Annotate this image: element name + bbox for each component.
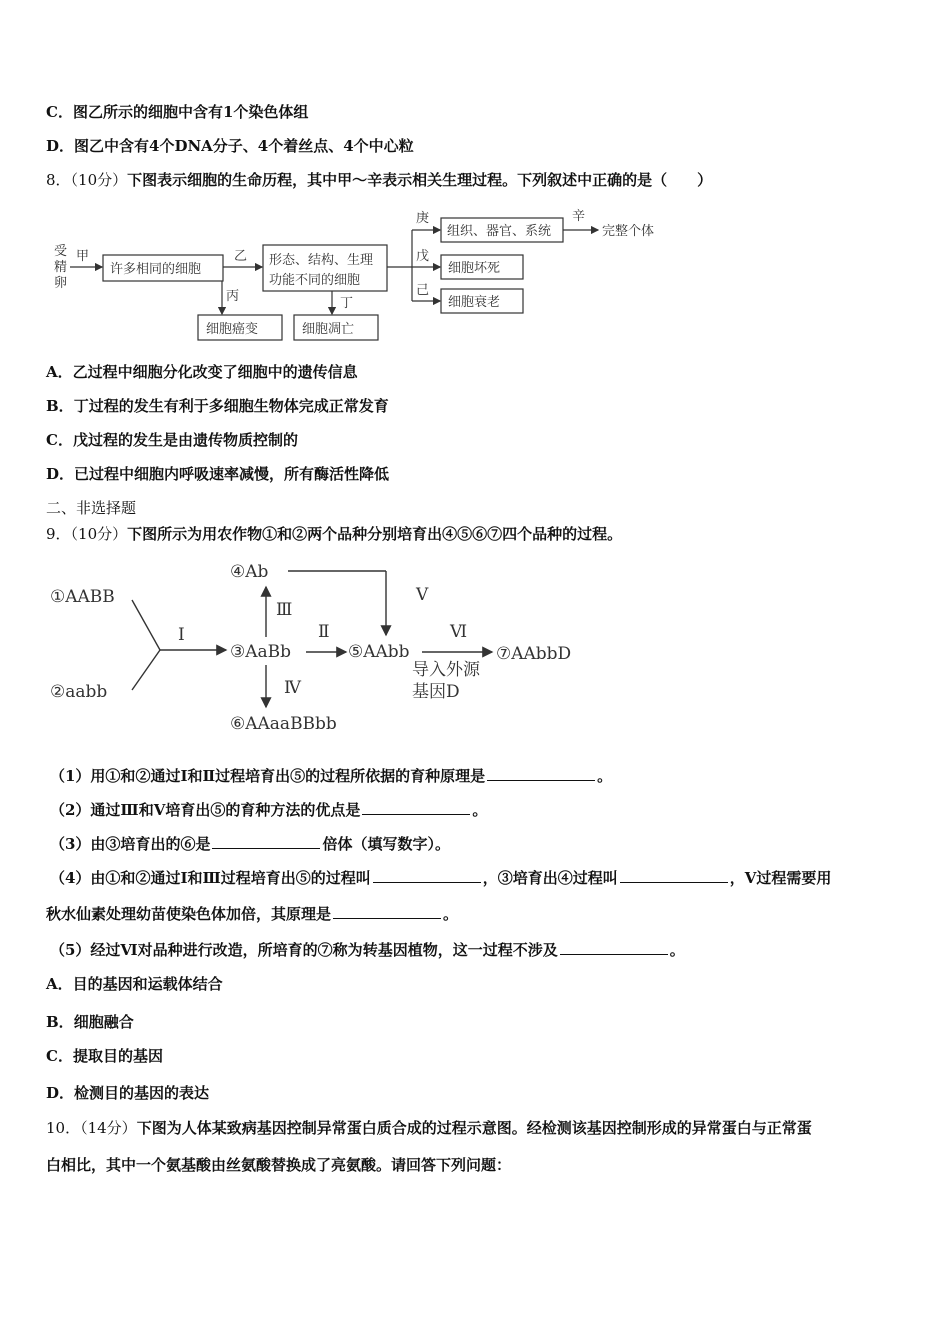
q10-stem-line-1 [46, 1118, 812, 1138]
answer-blank[interactable] [620, 868, 728, 883]
q7-option-d [46, 136, 414, 156]
answer-blank[interactable] [560, 940, 668, 955]
subquestion-tail: 。 [443, 905, 459, 923]
subquestion-text-2: ，③培育出④过程叫 [482, 869, 618, 887]
option-label: D． [46, 1084, 75, 1102]
option-label: C． [46, 431, 73, 449]
box-identical-cells-text: 许多相同的细胞 [110, 262, 202, 277]
label-ji: 己 [416, 283, 430, 298]
note-import-gene: 导入外源 [412, 660, 480, 680]
option-label: D． [46, 465, 75, 483]
subquestion-tail: 倍体（填写数字）。 [322, 835, 450, 853]
variety-7: ⑦AAbbD [496, 644, 572, 664]
parent-1: ①AABB [50, 587, 115, 607]
converge-line-2 [132, 650, 160, 690]
option-text: 检测目的基因的表达 [74, 1084, 210, 1102]
answer-blank[interactable] [487, 766, 595, 781]
answer-blank[interactable] [333, 904, 441, 919]
question-number: 9． [46, 525, 71, 543]
subquestion-tail: 。 [472, 801, 488, 819]
q10-stem-line-2: 白相比，其中一个氨基酸由丝氨酸替换成了亮氨酸。请回答下列问题： [46, 1156, 512, 1174]
question-number: 10． [46, 1119, 81, 1137]
polyploid-6: ⑥AAaaBBbb [230, 714, 337, 734]
variety-5: ⑤AAbb [348, 642, 410, 662]
roman-5: Ⅴ [416, 585, 429, 605]
label-ding: 丁 [340, 296, 354, 311]
label-bing: 丙 [226, 289, 240, 304]
option-text: 图乙所示的细胞中含有1个染色体组 [72, 103, 309, 121]
subquestion-tail: 。 [669, 941, 685, 959]
option-label: A． [46, 363, 73, 381]
option-text: 乙过程中细胞分化改变了细胞中的遗传信息 [72, 363, 358, 381]
q7-option-c [46, 102, 308, 122]
label-jia: 甲 [76, 249, 90, 264]
option-label: D． [46, 137, 75, 155]
option-text: 图乙中含有4个DNA分子、4个着丝点、4个中心粒 [74, 137, 414, 155]
question-number: 8． [46, 171, 71, 189]
q9-subquestion-2 [50, 800, 487, 820]
subquestion-tail: 。 [597, 767, 613, 785]
q9-subquestion-5 [50, 940, 685, 960]
option-text: 丁过程的发生有利于多细胞生物体完成正常发育 [73, 397, 389, 415]
roman-6: Ⅵ [450, 622, 468, 642]
converge-line-1 [132, 600, 160, 650]
q9-option-b [46, 1012, 134, 1032]
note-gene-d: 基因D [412, 682, 460, 702]
roman-3: Ⅲ [276, 600, 293, 620]
q9-breeding-diagram [40, 555, 620, 740]
question-text: 下图表示细胞的生命历程，其中甲～辛表示相关生理过程。下列叙述中正确的是（ ） [127, 171, 713, 189]
q9-subquestion-4 [50, 868, 831, 888]
question-score: （10分） [70, 171, 128, 189]
option-label: C． [46, 1047, 73, 1065]
box-differentiated-text-1: 形态、结构、生理 [269, 253, 374, 268]
q9-option-a [46, 974, 223, 994]
q9-option-d [46, 1083, 209, 1103]
question-text: 下图为人体某致病基因控制异常蛋白质合成的过程示意图。经检测该基因控制形成的异常蛋白与正常蛋 [136, 1119, 812, 1137]
answer-blank[interactable] [373, 868, 481, 883]
question-score: （10分） [70, 525, 128, 543]
option-text: 已过程中细胞内呼吸速率减慢，所有酶活性降低 [74, 465, 390, 483]
option-label: C． [46, 103, 73, 121]
q9-option-c [46, 1046, 163, 1066]
option-label: B． [46, 397, 74, 415]
section-heading: 二、非选择题 [46, 499, 137, 517]
label-yi: 乙 [234, 249, 248, 264]
option-text: 提取目的基因 [72, 1047, 163, 1065]
egg-char-2: 精 [54, 260, 68, 275]
box-apoptosis-text: 细胞凋亡 [302, 322, 355, 337]
box-tissue-organ-text: 组织、器官、系统 [447, 224, 552, 239]
option-label: B． [46, 1013, 74, 1031]
answer-blank[interactable] [212, 834, 320, 849]
label-xin: 辛 [572, 209, 586, 224]
parent-2: ②aabb [50, 682, 108, 702]
subquestion-text: （5）经过Ⅵ对品种进行改造，所培育的⑦称为转基因植物，这一过程不涉及 [50, 941, 558, 959]
subquestion-text-3: ，Ⅴ过程需要用 [729, 869, 832, 887]
roman-4: Ⅳ [284, 678, 301, 698]
q8-option-d [46, 464, 389, 484]
question-score: （14分） [80, 1119, 137, 1137]
egg-char-1: 受 [54, 244, 68, 259]
option-text: 戊过程的发生是由遗传物质控制的 [72, 431, 298, 449]
roman-2: Ⅱ [318, 622, 330, 642]
subquestion-text: （2）通过Ⅲ和Ⅴ培育出⑤的育种方法的优点是 [50, 801, 361, 819]
q9-subquestion-1 [50, 766, 612, 786]
q8-option-a [46, 362, 358, 382]
subquestion-text: （3）由③培育出的⑥是 [50, 835, 211, 853]
box-cancer-text: 细胞癌变 [206, 322, 259, 337]
subquestion-text: （1）用①和②通过Ⅰ和Ⅱ过程培育出⑤的过程所依据的育种原理是 [50, 767, 486, 785]
hybrid-3: ③AaBb [230, 642, 292, 662]
q9-subquestion-3 [50, 834, 450, 854]
q8-stem [46, 170, 712, 190]
answer-blank[interactable] [362, 800, 470, 815]
label-geng: 庚 [416, 211, 430, 226]
q8-option-b [46, 396, 389, 416]
option-label: A． [46, 975, 73, 993]
label-wu: 戊 [416, 249, 430, 264]
q9-subquestion-4-cont [46, 904, 458, 924]
option-text: 细胞融合 [73, 1013, 134, 1031]
q8-life-cycle-diagram [40, 200, 680, 350]
box-aging-text: 细胞衰老 [448, 295, 501, 310]
full-organism-text: 完整个体 [602, 224, 655, 239]
subquestion-text: 秋水仙素处理幼苗使染色体加倍，其原理是 [46, 905, 332, 923]
subquestion-text: （4）由①和②通过Ⅰ和Ⅲ过程培育出⑤的过程叫 [50, 869, 371, 887]
egg-char-3: 卵 [54, 276, 68, 291]
question-text: 下图所示为用农作物①和②两个品种分别培育出④⑤⑥⑦四个品种的过程。 [127, 525, 623, 543]
q9-stem [46, 524, 622, 544]
q8-option-c [46, 430, 298, 450]
box-necrosis-text: 细胞坏死 [448, 261, 501, 276]
haploid-4: ④Ab [230, 562, 269, 582]
roman-1: Ⅰ [178, 625, 185, 645]
option-text: 目的基因和运载体结合 [72, 975, 223, 993]
box-differentiated-text-2: 功能不同的细胞 [269, 273, 361, 288]
